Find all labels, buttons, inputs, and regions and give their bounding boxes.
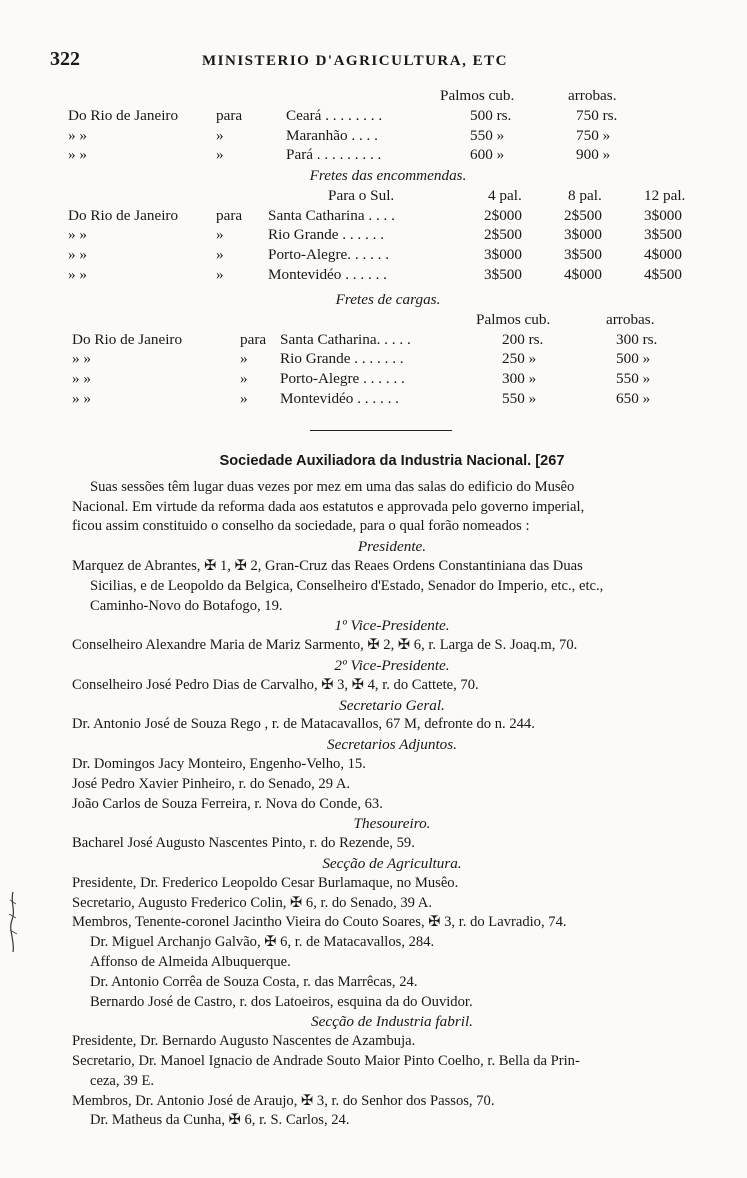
- arrobas-cell: 750 »: [576, 126, 611, 144]
- member-line-continued: Bernardo José de Castro, r. dos Latoeiros, esquina da do Ouvidor.: [90, 993, 473, 1010]
- table-row: [68, 106, 708, 126]
- value-8-pal: 3$500: [564, 246, 602, 264]
- member-line: João Carlos de Souza Ferreira, r. Nova do Conde, 63.: [72, 795, 383, 812]
- office-heading: Secretario Geral.: [339, 696, 445, 714]
- office-heading: Presidente.: [357, 538, 427, 556]
- destination-cell: Rio Grande . . . . . . .: [280, 350, 404, 368]
- destination-cell: Montevidéo . . . . . .: [268, 265, 387, 283]
- origin-cell: » »: [72, 370, 91, 388]
- value-12-pal: 4$000: [644, 246, 682, 264]
- running-title: MINISTERIO D'AGRICULTURA, ETC: [202, 53, 508, 69]
- para-cell: »: [216, 246, 224, 264]
- table-row: [68, 349, 708, 369]
- value-12-pal: 4$500: [644, 265, 682, 283]
- origin-cell: Do Rio de Janeiro: [72, 330, 183, 348]
- member-line-continued: ceza, 39 E.: [90, 1072, 155, 1089]
- value-8-pal: 4$000: [564, 265, 602, 283]
- intro-line: ficou assim constituido o conselho da sociedade, para o qual forão nomeados :: [72, 518, 530, 535]
- value-8-pal: 2$500: [564, 206, 602, 224]
- origin-cell: Do Rio de Janeiro: [68, 106, 179, 124]
- destination-cell: Pará . . . . . . . . .: [286, 146, 382, 164]
- col-arrobas-header: arrobas.: [606, 310, 655, 328]
- member-line: Presidente, Dr. Bernardo Augusto Nascentes de Azambuja.: [72, 1033, 416, 1050]
- value-4-pal: 2$000: [484, 206, 522, 224]
- arrobas-cell: 750 rs.: [576, 106, 618, 124]
- palmos-cell: 550 »: [470, 126, 505, 144]
- table-row: [68, 265, 708, 285]
- origin-cell: » »: [68, 246, 87, 264]
- member-line-continued: Caminho-Novo do Botafogo, 19.: [90, 597, 283, 614]
- table-header-row: [68, 186, 708, 206]
- palmos-cell: 600 »: [470, 146, 505, 164]
- fretes-table-1: [68, 86, 708, 165]
- office-heading: 2º Vice-Presidente.: [334, 656, 450, 674]
- col-palmos-header: Palmos cub.: [440, 87, 515, 104]
- origin-cell: » »: [68, 126, 87, 144]
- para-o-sul-label: Para o Sul.: [328, 186, 395, 204]
- palmos-cell: 550 »: [502, 389, 537, 407]
- arrobas-cell: 550 »: [616, 370, 651, 388]
- destination-cell: Montevidéo . . . . . .: [280, 389, 399, 407]
- member-line-continued: Sicilias, e de Leopoldo da Belgica, Conselheiro d'Estado, Senador do Imperio, etc., etc.,: [90, 577, 604, 594]
- para-cell: »: [216, 126, 224, 144]
- member-line: Conselheiro Alexandre Maria de Mariz Sarmento, ✠ 2, ✠ 6, r. Larga de S. Joaq.m, 70.: [72, 637, 578, 654]
- origin-cell: » »: [72, 350, 91, 368]
- origin-cell: » »: [68, 265, 87, 283]
- arrobas-cell: 900 »: [576, 146, 611, 164]
- destination-cell: Ceará . . . . . . . .: [286, 106, 383, 124]
- member-line: Marquez de Abrantes, ✠ 1, ✠ 2, Gran-Cruz das Reaes Ordens Constantiniana das Duas: [72, 557, 583, 574]
- sociedade-section: [72, 452, 712, 1131]
- member-line: Secretario, Dr. Manoel Ignacio de Andrade Souto Maior Pinto Coelho, r. Bella da Prin-: [72, 1052, 580, 1069]
- palmos-cell: 500 rs.: [470, 106, 512, 124]
- para-cell: »: [240, 350, 248, 368]
- para-cell: para: [240, 330, 267, 348]
- member-line: Membros, Tenente-coronel Jacintho Vieira do Couto Soares, ✠ 3, r. do Lavradio, 74.: [72, 914, 567, 931]
- member-line-continued: Affonso de Almeida Albuquerque.: [90, 953, 291, 970]
- table-row: [68, 330, 708, 350]
- office-heading: 1º Vice-Presidente.: [334, 617, 450, 635]
- office-heading: Secção de Agricultura.: [322, 854, 462, 872]
- member-line: Secretario, Augusto Frederico Colin, ✠ 6, r. do Senado, 39 A.: [72, 894, 432, 911]
- destination-cell: Santa Catharina . . . .: [268, 206, 395, 224]
- office-heading: Secção de Industria fabril.: [311, 1013, 473, 1031]
- palmos-cell: 200 rs.: [502, 330, 544, 348]
- col-8-pal: 8 pal.: [568, 186, 602, 204]
- intro-line: Nacional. Em virtude da reforma dada aos estatutos e approvada pelo governo imperial,: [72, 498, 585, 515]
- table-row: [68, 369, 708, 389]
- table-row: [68, 225, 708, 245]
- col-4-pal: 4 pal.: [488, 186, 522, 204]
- member-line-continued: Dr. Matheus da Cunha, ✠ 6, r. S. Carlos, 24.: [90, 1112, 350, 1129]
- value-8-pal: 3$000: [564, 226, 602, 244]
- table-row: [68, 145, 708, 165]
- destination-cell: Santa Catharina. . . . .: [280, 330, 411, 348]
- para-cell: »: [216, 146, 224, 164]
- section-heading: Fretes das encommendas.: [309, 167, 467, 184]
- office-heading: Secretarios Adjuntos.: [327, 736, 457, 754]
- col-arrobas-header: arrobas.: [568, 87, 617, 104]
- intro-line: Suas sessões têm lugar duas vezes por mez em uma das salas do edificio do Musêo: [90, 478, 575, 495]
- table-row: [68, 206, 708, 226]
- para-cell: »: [216, 265, 224, 283]
- page-number: 322: [50, 48, 80, 70]
- member-line-continued: Dr. Antonio Corrêa de Souza Costa, r. das Marrêcas, 24.: [90, 973, 418, 990]
- para-cell: »: [240, 370, 248, 388]
- value-4-pal: 3$000: [484, 246, 522, 264]
- table-header-row: [68, 310, 708, 330]
- table-row: [68, 126, 708, 146]
- member-line: Conselheiro José Pedro Dias de Carvalho, ✠ 3, ✠ 4, r. do Cattete, 70.: [72, 676, 479, 693]
- value-4-pal: 2$500: [484, 226, 522, 244]
- destination-cell: Porto-Alegre . . . . . .: [280, 370, 405, 388]
- member-line: Presidente, Dr. Frederico Leopoldo Cesar Burlamaque, no Musêo.: [72, 874, 459, 891]
- col-palmos-header: Palmos cub.: [476, 310, 551, 328]
- member-line: Dr. Domingos Jacy Monteiro, Engenho-Velho, 15.: [72, 755, 366, 772]
- member-line-continued: Dr. Miguel Archanjo Galvão, ✠ 6, r. de Matacavallos, 284.: [90, 934, 435, 951]
- destination-cell: Rio Grande . . . . . .: [268, 226, 384, 244]
- table-row: [68, 389, 708, 409]
- origin-cell: » »: [72, 389, 91, 407]
- para-cell: »: [240, 389, 248, 407]
- destination-cell: Porto-Alegre. . . . . .: [268, 246, 390, 264]
- fretes-cargas-table: [68, 290, 708, 409]
- para-cell: para: [216, 206, 243, 224]
- palmos-cell: 300 »: [502, 370, 537, 388]
- page-header: [50, 50, 700, 72]
- member-line: José Pedro Xavier Pinheiro, r. do Senado, 29 A.: [72, 775, 351, 792]
- member-line: Dr. Antonio José de Souza Rego , r. de Matacavallos, 67 M, defronte do n. 244.: [72, 716, 535, 733]
- origin-cell: Do Rio de Janeiro: [68, 206, 179, 224]
- section-title: Sociedade Auxiliadora da Industria Nacional. [267: [219, 453, 565, 469]
- value-4-pal: 3$500: [484, 265, 522, 283]
- palmos-cell: 250 »: [502, 350, 537, 368]
- origin-cell: » »: [68, 226, 87, 244]
- col-12-pal: 12 pal.: [644, 186, 686, 204]
- origin-cell: » »: [68, 146, 87, 164]
- office-heading: Thesoureiro.: [353, 815, 431, 833]
- arrobas-cell: 300 rs.: [616, 330, 658, 348]
- arrobas-cell: 500 »: [616, 350, 651, 368]
- table-row: [68, 245, 708, 265]
- member-line: Membros, Dr. Antonio José de Araujo, ✠ 3, r. do Senhor dos Passos, 70.: [72, 1092, 495, 1109]
- arrobas-cell: 650 »: [616, 389, 651, 407]
- value-12-pal: 3$000: [644, 206, 682, 224]
- table-header-row: [68, 86, 708, 106]
- section-divider: [310, 430, 452, 431]
- value-12-pal: 3$500: [644, 226, 682, 244]
- destination-cell: Maranhão . . . .: [286, 126, 378, 144]
- member-line: Bacharel José Augusto Nascentes Pinto, r. do Rezende, 59.: [72, 835, 415, 852]
- para-cell: para: [216, 106, 243, 124]
- section-heading: Fretes de cargas.: [335, 291, 441, 308]
- ink-mark-icon: [6, 890, 20, 954]
- fretes-encommendas-table: [68, 166, 708, 285]
- para-cell: »: [216, 226, 224, 244]
